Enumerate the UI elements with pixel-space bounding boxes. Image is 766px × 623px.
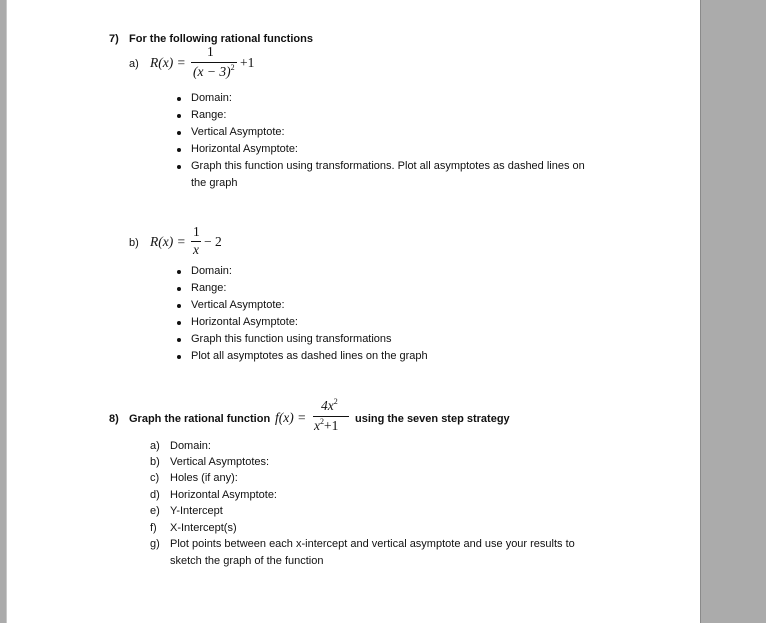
q8-item-horizontal-asymptote: Horizontal Asymptote: (170, 489, 277, 501)
q8-item-domain: Domain: (170, 440, 211, 452)
q7b-bullet-horizontal-asymptote: Horizontal Asymptote: (191, 316, 298, 328)
q8-item-vertical-asymptotes: Vertical Asymptotes: (170, 456, 270, 468)
q8-item-y-intercept: Y-Intercept (170, 505, 223, 517)
q8-item-label: e) (150, 505, 160, 517)
q8-item-x-intercepts: X-Intercept(s) (170, 522, 237, 534)
q7b-bullet-vertical-asymptote: Vertical Asymptote: (191, 299, 285, 311)
q7b-tail: − 2 (204, 234, 222, 249)
q7b-bullet-plot: Plot all asymptotes as dashed lines on the graph (191, 350, 428, 362)
q7b-bullet-domain: Domain: (191, 265, 232, 277)
q7a-denominator: $(x - 3)^2$ (193, 63, 235, 79)
bullet-dot (177, 131, 181, 135)
q7b-lhs: R(x) = (150, 234, 186, 249)
q7a-lhs: R(x) = (150, 55, 186, 70)
q8-item-label: g) (150, 538, 160, 550)
q8-item-label: b) (150, 456, 160, 468)
q7a-label: a) (129, 58, 139, 70)
q8-item-plot-points: Plot points between each x-intercept and vertical asymptote and use your results to (170, 538, 575, 550)
q7b-numerator: 1 (193, 224, 200, 239)
q8-item-holes: Holes (if any): (170, 472, 238, 484)
q8-item-label: f) (150, 522, 157, 534)
q7b-denominator: x (193, 242, 199, 257)
q8-prefix: Graph the rational function (129, 413, 271, 425)
q8-item-label: d) (150, 489, 160, 501)
bullet-dot (177, 165, 181, 169)
bullet-dot (177, 270, 181, 274)
bullet-dot (177, 321, 181, 325)
q7a-bullet-vertical-asymptote: Vertical Asymptote: (191, 126, 285, 138)
q8-denominator: $x^2+1$ (314, 417, 339, 433)
q7-number: 7) (109, 33, 119, 45)
q8-number: 8) (109, 413, 119, 425)
q7a-bullet-range: Range: (191, 109, 227, 121)
q7-title: For the following rational functions (129, 33, 313, 45)
document-page (6, 0, 701, 623)
bullet-dot (177, 287, 181, 291)
q8-item-plot-points-cont: sketch the graph of the function (170, 555, 324, 567)
q7b-label: b) (129, 237, 139, 249)
q8-fraction-bar (313, 416, 349, 417)
q8-numerator: $4x^2$ (321, 397, 338, 413)
q8-lhs: f(x) = (275, 410, 307, 425)
q7a-bullet-horizontal-asymptote: Horizontal Asymptote: (191, 143, 298, 155)
bullet-dot (177, 304, 181, 308)
bullet-dot (177, 97, 181, 101)
q8-item-label: c) (150, 472, 160, 484)
q7a-bullet-graph-cont: the graph (191, 177, 238, 189)
q8-item-label: a) (150, 440, 160, 452)
q8-suffix: using the seven step strategy (355, 413, 510, 425)
bullet-dot (177, 338, 181, 342)
q7a-bullet-domain: Domain: (191, 92, 232, 104)
q7b-bullet-range: Range: (191, 282, 227, 294)
q7a-tail: +1 (240, 55, 255, 70)
q7b-bullet-graph: Graph this function using transformations (191, 333, 392, 345)
q7a-bullet-graph: Graph this function using transformations. Plot all asymptotes as dashed lines on (191, 160, 585, 172)
q7a-numerator: 1 (207, 44, 214, 59)
bullet-dot (177, 148, 181, 152)
bullet-dot (177, 355, 181, 359)
bullet-dot (177, 114, 181, 118)
